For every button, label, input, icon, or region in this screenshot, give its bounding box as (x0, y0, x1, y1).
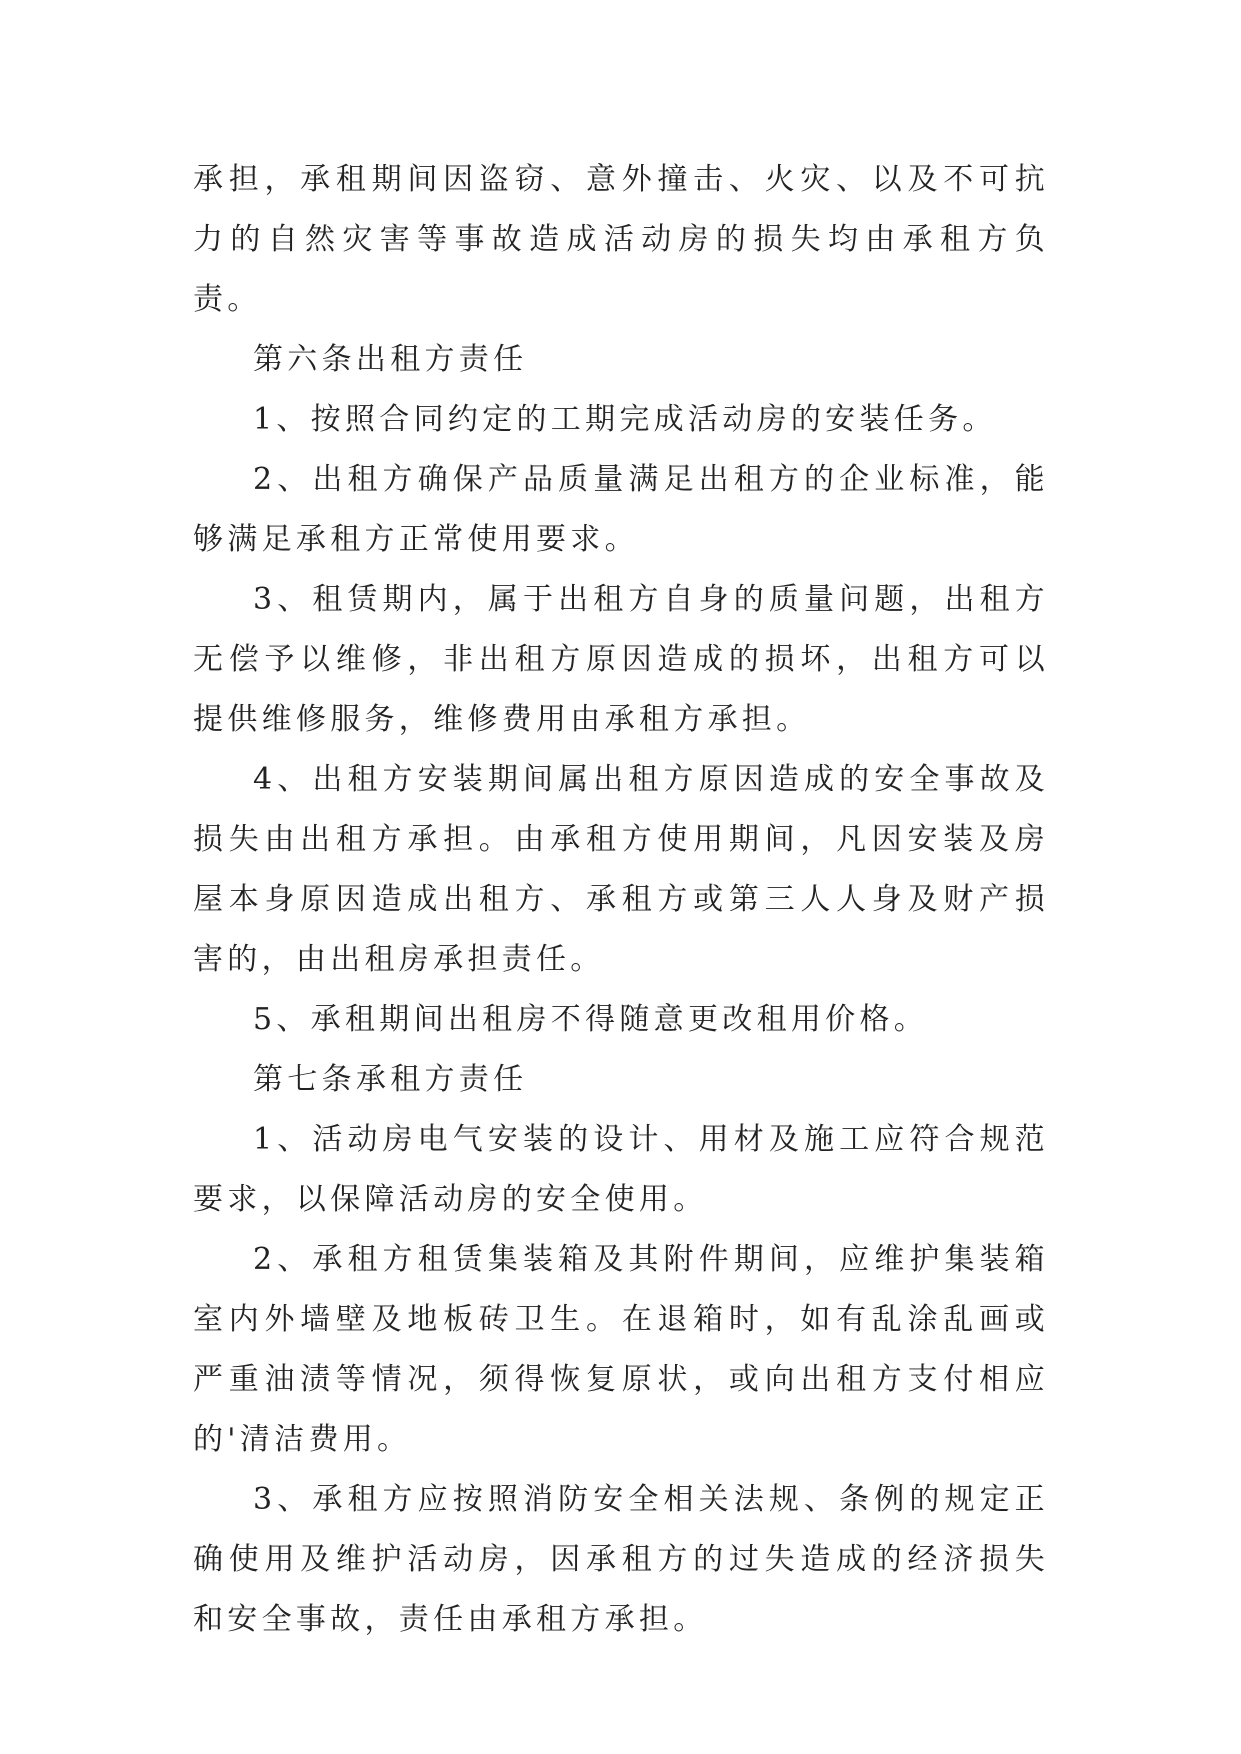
lessor-duty-1: 1、按照合同约定的工期完成活动房的安装任务。 (253, 402, 997, 437)
lessee-duty-1: 1、活动房电气安装的设计、用材及施工应符合规范要求，以保障活动房的安全使用。 (193, 1122, 1049, 1217)
paragraph-continuation: 承担，承租期间因盗窃、意外撞击、火灾、以及不可抗力的自然灾害等事故造成活动房的损失均由承租方负责。 (193, 162, 1049, 317)
lessee-duty-2: 2、承租方租赁集装箱及其附件期间，应维护集装箱室内外墙壁及地板砖卫生。在退箱时，如有乱涂乱画或严重油渍等情况，须得恢复原状，或向出租方支付相应的'清洁费用。 (193, 1242, 1049, 1457)
lessor-duty-3: 3、租赁期内，属于出租方自身的质量问题，出租方无偿予以维修，非出租方原因造成的损坏，出租方可以提供维修服务，维修费用由承租方承担。 (193, 582, 1049, 737)
section-heading-lessor-duties: 第六条出租方责任 (253, 342, 528, 377)
document-body (193, 150, 1049, 1650)
lessor-duty-2: 2、出租方确保产品质量满足出租方的企业标准，能够满足承租方正常使用要求。 (193, 462, 1049, 557)
lessor-duty-5: 5、承租期间出租房不得随意更改租用价格。 (253, 1002, 929, 1037)
lessor-duty-4: 4、出租方安装期间属出租方原因造成的安全事故及损失由出租方承担。由承租方使用期间，凡因安装及房屋本身原因造成出租方、承租方或第三人人身及财产损害的，由出租房承担责任。 (193, 762, 1049, 977)
lessee-duty-3: 3、承租方应按照消防安全相关法规、条例的规定正确使用及维护活动房，因承租方的过失造成的经济损失和安全事故，责任由承租方承担。 (193, 1482, 1049, 1637)
section-heading-lessee-duties: 第七条承租方责任 (253, 1062, 528, 1097)
